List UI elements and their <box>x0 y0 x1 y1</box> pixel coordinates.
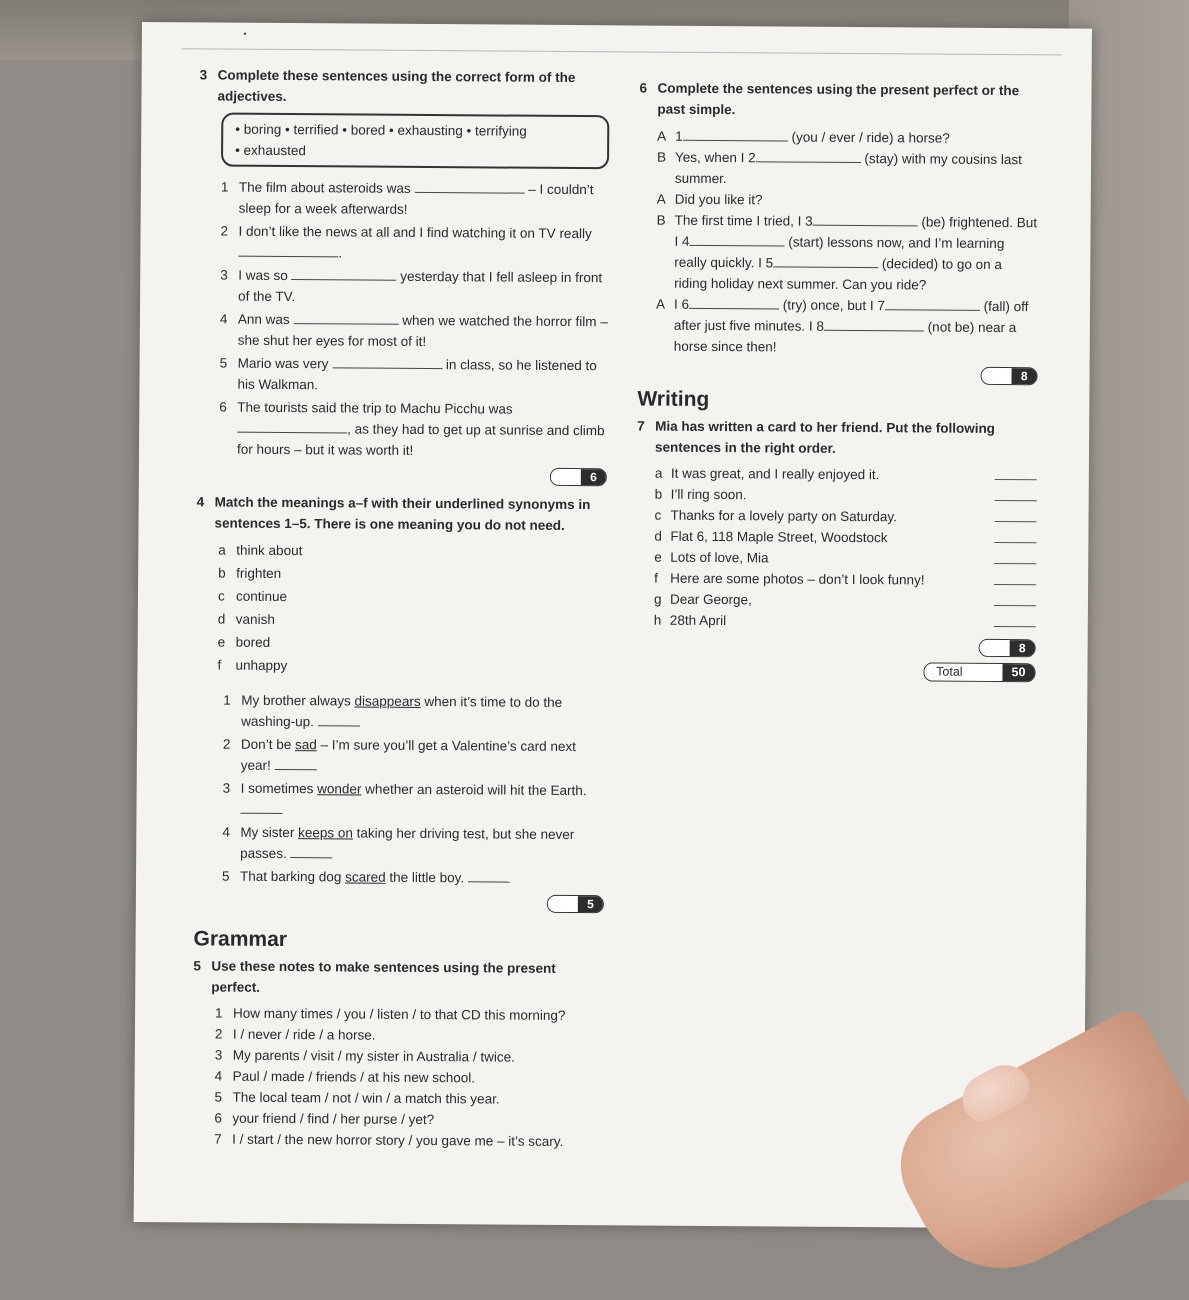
answer-blank[interactable] <box>813 213 918 227</box>
dialogue-line: A I 6 (try) once, but I 7 (fall) off after just five minutes. I 8 (not be) near a horse since then! <box>655 296 1029 355</box>
writing-heading: Writing <box>637 387 710 411</box>
list-item: d Flat 6, 118 Maple Street, Woodstock <box>654 527 1036 550</box>
list-item: 4 Paul / made / friends / at his new school. <box>214 1068 476 1086</box>
list-item: 2 Don’t be sad – I’m sure you’ll get a Valentine’s card next year! <box>222 736 576 773</box>
list-item: 6 The tourists said the trip to Machu Picchu was , as they had to get up at sunrise and climb for hours – but it was worth it! <box>219 399 605 458</box>
list-item: 5 That barking dog scared the little boy. <box>222 866 604 890</box>
word-box-line: • boring • terrified • bored • exhausting • terrifying <box>235 121 527 139</box>
list-item: 6 your friend / find / her purse / yet? <box>214 1110 435 1128</box>
order-blank[interactable] <box>994 592 1036 606</box>
list-item: e bored <box>217 634 271 650</box>
exercise-7-score: 8 <box>636 636 1036 657</box>
list-item: c continue <box>217 588 288 605</box>
list-item: h 28th April <box>654 611 1036 634</box>
order-blank[interactable] <box>994 613 1036 627</box>
list-item: 3 My parents / visit / my sister in Australia / twice. <box>214 1047 515 1065</box>
list-item: b I’ll ring soon. <box>655 485 1037 508</box>
score-input[interactable] <box>980 640 1010 656</box>
meanings-list <box>195 539 606 678</box>
right-column <box>635 77 1039 688</box>
dialogue-line: A Did you like it? <box>656 191 763 208</box>
list-item: 7 I / start / the new horror story / you gave me – it’s scary. <box>214 1131 564 1149</box>
list-item: f Here are some photos – don’t I look funny! <box>654 569 1036 592</box>
order-blank[interactable] <box>994 550 1036 564</box>
exercise-5-items <box>192 1003 603 1151</box>
answer-blank[interactable] <box>824 318 924 332</box>
answer-blank[interactable] <box>238 244 338 258</box>
answer-blank[interactable] <box>290 845 332 858</box>
score-input[interactable] <box>548 896 578 912</box>
answer-blank[interactable] <box>885 297 980 311</box>
order-blank[interactable] <box>995 487 1037 501</box>
list-item: d vanish <box>217 611 275 627</box>
order-blank[interactable] <box>994 529 1036 543</box>
answer-blank[interactable] <box>773 254 878 268</box>
exercise-6-dialogue <box>638 125 1040 359</box>
list-item: f unhappy <box>217 657 288 674</box>
list-item: 2 I don’t like the news at all and I find watching it on TV really . <box>220 223 592 261</box>
exercise-6-heading: 6 Complete the sentences using the present perfect or the past simple. <box>639 80 1020 118</box>
list-item: c Thanks for a lovely party on Saturday. <box>654 506 1036 529</box>
list-item: 4 Ann was when we watched the horror film – she shut her eyes for most of it! <box>219 311 608 349</box>
grammar-heading: Grammar <box>193 927 288 952</box>
list-item: a It was great, and I really enjoyed it. <box>655 464 1037 487</box>
word-box-line: • exhausted <box>235 142 306 159</box>
answer-blank[interactable] <box>293 311 398 325</box>
adjective-word-box <box>221 113 609 170</box>
answer-blank[interactable] <box>291 267 396 281</box>
synonym-sentences <box>194 689 605 889</box>
list-item: 5 Mario was very in class, so he listened to his Walkman. <box>219 355 597 393</box>
total-value: 50 <box>1003 664 1035 681</box>
answer-blank[interactable] <box>237 420 347 434</box>
exercise-7-heading: 7 Mia has written a card to her friend. Put the following sentences in the right order. <box>637 418 996 456</box>
top-rule <box>182 48 1062 55</box>
answer-blank[interactable] <box>683 128 788 142</box>
list-item: g Dear George, <box>654 590 1036 613</box>
order-blank[interactable] <box>995 508 1037 522</box>
answer-blank[interactable] <box>689 296 779 310</box>
list-item: b frighten <box>218 565 282 581</box>
exercise-4-heading: 4 Match the meanings a–f with their underlined synonyms in sentences 1–5. There is one meaning you do not need. <box>196 494 591 533</box>
answer-blank[interactable] <box>318 713 360 726</box>
list-item: 3 I was so yesterday that I fell asleep in front of the TV. <box>220 267 603 305</box>
page-speck <box>244 33 246 35</box>
dialogue-line: A 1 (you / ever / ride) a horse? <box>657 128 950 146</box>
answer-blank[interactable] <box>275 757 317 770</box>
exercise-3-items <box>197 176 609 462</box>
answer-blank[interactable] <box>468 869 510 882</box>
exercise-3-score: 6 <box>197 465 607 486</box>
score-input[interactable] <box>551 469 581 485</box>
total-score <box>635 660 1035 682</box>
answer-blank[interactable] <box>689 233 784 247</box>
answer-blank[interactable] <box>414 180 524 194</box>
exercise-7-items <box>636 463 1037 633</box>
exercise-5-heading: 5 Use these notes to make sentences using the present perfect. <box>193 958 556 995</box>
exercise-6-score: 8 <box>637 364 1037 385</box>
list-item: 5 The local team / not / win / a match this year. <box>214 1089 500 1107</box>
list-item: 2 I / never / ride / a horse. <box>214 1026 376 1043</box>
answer-blank[interactable] <box>756 149 861 163</box>
total-label: Total <box>924 663 1003 681</box>
exercise-3-heading: 3 Complete these sentences using the correct form of the adjectives. <box>199 67 576 105</box>
list-item: 1 The film about asteroids was – I couldn’t sleep for a week afterwards! <box>220 179 594 217</box>
order-blank[interactable] <box>995 466 1037 480</box>
list-item: e Lots of love, Mia <box>654 548 1036 571</box>
list-item: 4 My sister keeps on taking her driving test, but she never passes. <box>222 824 575 862</box>
answer-blank[interactable] <box>240 801 282 814</box>
list-item: 1 How many times / you / listen / to that CD this morning? <box>215 1005 566 1023</box>
dialogue-line: B Yes, when I 2 (stay) with my cousins last summer. <box>657 149 1022 187</box>
list-item: 3 I sometimes wonder whether an asteroid will hit the Earth. <box>222 778 604 823</box>
worksheet-page <box>134 22 1092 1229</box>
list-item: a think about <box>218 542 303 559</box>
order-blank[interactable] <box>994 571 1036 585</box>
dialogue-line: B The first time I tried, I 3 (be) frightened. But I 4 (start) lessons now, and I’m learning really quickly. I 5 (decided) to go on a riding holiday next summer. Can you ride? <box>656 212 1038 293</box>
answer-blank[interactable] <box>332 355 442 369</box>
left-column <box>192 64 610 1153</box>
exercise-4-score: 5 <box>194 892 604 913</box>
score-input[interactable] <box>982 368 1012 384</box>
list-item: 1 My brother always disappears when it’s time to do the washing-up. <box>223 692 563 730</box>
